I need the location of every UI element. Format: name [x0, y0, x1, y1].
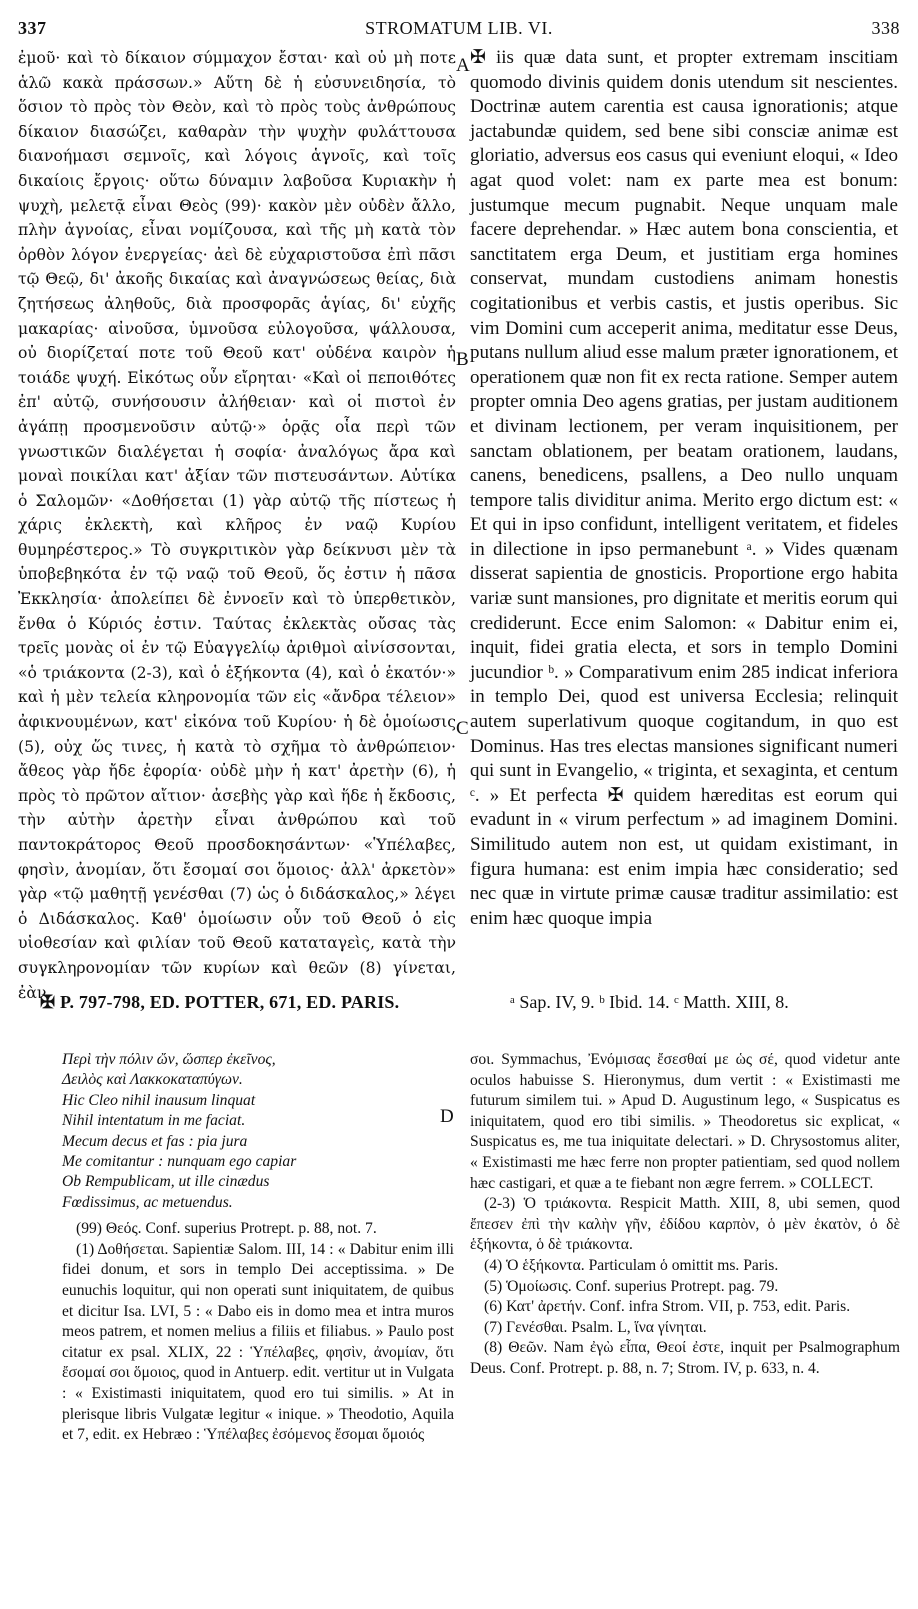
- note-99: (99) Θεός. Conf. superius Protrept. p. 88, not. 7.: [76, 1220, 377, 1238]
- note-8: (8) Θεῶν. Nam ἐγὼ εἶπα, Θεοί ἐστε, inquit per Psalmographum Deus. Conf. Protrept. p. 88, n. 7; Strom. IV, p. 633, n. 4.: [470, 1339, 900, 1377]
- scripture-references: ᵃ Sap. IV, 9. ᵇ Ibid. 14. ᶜ Matth. XIII, 8.: [510, 992, 789, 1012]
- page-number-right: 338: [871, 18, 900, 38]
- margin-letter-a: A: [456, 55, 470, 76]
- verse-line: Hic Cleo nihil inausum linquat: [62, 1091, 256, 1109]
- note-continuation: σοι. Symmachus, Ἐνόμισας ἔσεσθαί με ὡς σέ, quod videtur ante oculos habuisse S. Hieronymus, dum vertit : « Existimasti me futurum similem tui. » Apud D. Augustinum lego, « Suspicatus es iniquitatem, quod ero tibi similis. » Theodoretus sic explicat, « Suspicatus es, me tua iniquitate delectari. » D. Chrysostomus aliter, « Existimasti me hæc ferre non propter patientiam, sed quod nollem hæc castigari, et quæ a te fiebant non ægre ferrem. » COLLECT.: [470, 1051, 900, 1192]
- running-header: [18, 18, 900, 42]
- verse-line: Περὶ τὴν πόλιν ὤν, ὥσπερ ἐκεῖνος,: [62, 1051, 276, 1068]
- page-number-left: 337: [18, 18, 47, 38]
- note-7: (7) Γενέσθαι. Psalm. L, ἵνα γίνηται.: [484, 1318, 707, 1336]
- latin-text: ✠ iis quæ data sunt, et propter extremam inscitiam quomodo divinis quidem donis utendum sit nescientes. Doctrinæ autem carentia est causa ignorationis; atque jactabundæ quidem, sed bene sibi consciæ animæ est gloriatio, adversus eos casus qui eveniunt eloqui, « Ideo agat quod volet: nam ex parte mea est bonum: justumque mecum pugnabit. Neque unquam male facere deprehendar. » Hæc autem bona conscientia, et sanctitatem erga Deum, et justitiam erga homines conservat, mundam custodiens animam honestis cogitationibus et verbis castis, et justis operibus. Sic vim Domini cum acceperit anima, meditatur esse Deus, putans nullum aliud esse malum præter ignorationem, et operationem quæ non fit ex recta ratione. Semper autem propter omnia Deo agens gratias, per justam auditionem et divinam lectionem, per veram inquisitionem, per sanctam oblationem, per beatam orationem, laudans, canens, benedicens, psallens, a Deo nullo unquam tempore talis dividitur anima. Merito ergo dictum est: « Et qui in ipso confidunt, intelligent veritatem, et fideles in dilectione in ipso permanebunt ᵃ. » Vides quænam disserat sapientia de gnosticis. Proportione ergo habita variæ sunt mansiones, pro dignitate et meritis eorum qui crediderunt. Ecce enim Salomon: « Dabitur enim ei, inquit, fidei gratia electa, et sors in templo Domini jucundior ᵇ. » Comparativum enim 285 indicat inferiora in templo Dei, quod est universa Ecclesia; relinquit autem superlativum quoque cogitandum, in quo est Dominus. Has tres electas mansiones significant numeri qui sunt in Evangelio, « triginta, et sexaginta, et centum ᶜ. » Et perfecta ✠ quidem hæreditas est eorum qui evadunt in « virum perfectum » ad imaginem Domini. Similitudo autem non est, ut quidam existimant, in figura humana: est enim impia hæc consideratio; sed nec quæ in virtute primæ causæ traditur assimilatio: est enim hæc quoque impia: [470, 47, 898, 929]
- greek-text: ἐμοῦ· καὶ τὸ δίκαιον σύμμαχον ἔσται· καὶ οὐ μὴ ποτε ἁλῶ κακὰ πράσσων.» Αὕτη δὲ ἡ εὐσυνειδησία, τὸ ὅσιον τὸ πρὸς τὸν Θεὸν, καὶ τὸ πρὸς τοὺς ἀνθρώπους δίκαιον διασώζει, καθαρὰν τὴν ψυχὴν φυλάττουσα διανοήμασι σεμνοῖς, καὶ λόγοις ἁγνοῖς, καὶ τοῖς δικαίοις ἔργοις· οὕτω δύναμιν λαβοῦσα Κυριακὴν ἡ ψυχὴ, μελετᾷ εἶναι Θεὸς (99)· κακὸν μὲν οὐδὲν ἄλλο, πλὴν ἀγνοίας, εἶναι νομίζουσα, καὶ τῆς μὴ κατὰ τὸν ὀρθὸν λόγον ἐνεργείας· ἀεὶ δὲ εὐχαριστοῦσα ἐπὶ πᾶσι τῷ Θεῷ, δι' ἀκοῆς δικαίας καὶ ἀναγνώσεως θείας, διὰ ζητήσεως ἀληθοῦς, διὰ προσφορᾶς ἁγίας, δι' εὐχῆς μακαρίας· αἰνοῦσα, ὑμνοῦσα εὐλογοῦσα, ψάλλουσα, οὐ διορίζεταί ποτε τοῦ Θεοῦ κατ' οὐδένα καιρὸν ἡ τοιάδε ψυχή. Εἰκότως οὖν εἴρηται· «Καὶ οἱ πεποιθότες ἐπ' αὐτῷ, συνήσουσιν ἀλήθειαν· καὶ οἱ πιστοὶ ἐν ἀγάπῃ προσμενοῦσιν αὐτῷ·» ὁρᾷς οἷα περὶ τῶν γνωστικῶν διαλέγεται ἡ σοφία· ἀναλόγως ἄρα καὶ μοναὶ ποικίλαι κατ' ἀξίαν τῶν πιστευσάντων. Αὐτίκα ὁ Σαλομῶν· «Δοθήσεται (1) γὰρ αὐτῷ τῆς πίστεως ἡ χάρις ἐκλεκτὴ, καὶ κλῆρος ἐν ναῷ Κυρίου θυμηρέστερος.» Τὸ συγκριτικὸν γὰρ δείκνυσι μὲν τὰ ὑποβεβηκότα ἐν τῷ ναῷ τοῦ Θεοῦ, ὅς ἐστιν ἡ πᾶσα Ἐκκλησία· ἀπολείπει δὲ ἐννοεῖν καὶ τὸ ὑπερθετικὸν, ἔνθα ὁ Κύριός ἐστιν. Ταύτας ἐκλεκτὰς οὔσας τὰς τρεῖς μονὰς οἱ ἐν τῷ Εὐαγγελίῳ ἀριθμοὶ αἰνίσσονται, «ὁ τριάκοντα (2-3), καὶ ὁ ἑξήκοντα (4), καὶ ὁ ἑκατόν·» καὶ ἡ μὲν τελεία κληρονομία τῶν εἰς «ἄνδρα τέλειον» ἀφικνουμένων, κατ' εἰκόνα τοῦ Κυρίου· ἡ δὲ ὁμοίωσις (5), οὐχ ὥς τινες, ἡ κατὰ τὸ σχῆμα τὸ ἀνθρώπειον· ἄθεος γὰρ ἤδε ἐφορία· οὐδὲ μὴν ἡ κατ' ἀρετὴν (6), ἡ πρὸς τὸ πρῶτον αἴτιον· ἀσεβὴς γὰρ καὶ ἥδε ἡ ἔκδοσις, τὴν αὐτὴν ἀρετὴν εἶναι ἀνθρώπου καὶ τοῦ παντοκράτορος Θεοῦ προσδοκησάντων· «Ὑπέλαβες, φησὶν, ἀνομίαν, ὅτι ἔσομαί σοι ὅμοιος· ἀλλ' ἀρκετὸν» γὰρ «τῷ μαθητῇ γενέσθαι (7) ὡς ὁ διδάσκαλος,» λέγει ὁ Διδάσκαλος. Καθ' ὁμοίωσιν οὖν τοῦ Θεοῦ ὁ εἰς υἱοθεσίαν καὶ φιλίαν τοῦ Θεοῦ καταταγεὶς, κατὰ τὴν συγκληρονομίαν τῶν κυρίων καὶ θεῶν (8) γίνεται, ἐὰν,: [18, 49, 456, 1002]
- verse-line: Fœdissimus, ac metuendus.: [62, 1193, 233, 1211]
- note-2-3: (2-3) Ὁ τριάκοντα. Respicit Matth. XIII, 8, ubi semen, quod ἔπεσεν ἐπὶ τὴν καλὴν γῆν, ἐδίδου καρπὸν, ὁ μὲν ἑκατὸν, ὁ δὲ ἑξήκοντα, ὁ δὲ τριάκοντα.: [470, 1195, 900, 1254]
- note-1: (1) Δοθήσεται. Sapientiæ Salom. III, 14 : « Dabitur enim illi fidei donum, et sors in templo Dei acceptissima. » De eunuchis loquitur, qui non operati sunt iniquitatem, de quibus et dicitur Isa. LVI, 5 : « Dabo eis in domo mea et intra muros meos patrem, et nomen melius a filiis et filiabus. » Paulo post citatur ex psal. XLIX, 22 : Ὑπέλαβες, φησὶν, ἀνομίαν, ὅτι ἔσομαί σοι ὅμοιος, quod in Antuerp. edit. vertitur ut in Vulgata : « Existimasti iniquitatem, quod ero tui similis. » At in plerisque libris Vulgatæ legitur « inique. » Theodotio, Aquila et 7, edit. ex Hebræo : Ὑπέλαβες ἐσόμενος ἔσομαι ὅμοιός: [62, 1240, 454, 1444]
- note-4: (4) Ὁ ἑξήκοντα. Particulam ὁ omittit ms. Paris.: [484, 1256, 779, 1274]
- verse-line: Nihil intentatum in me faciat.: [62, 1112, 246, 1130]
- margin-letter-d: D: [440, 1106, 454, 1127]
- note-6: (6) Κατ' ἀρετήν. Conf. infra Strom. VII, p. 753, edit. Paris.: [484, 1298, 851, 1316]
- notes-right-column: [470, 1050, 900, 1595]
- margin-letter-b: B: [456, 349, 469, 370]
- note-5: (5) Ὁμοίωσις. Conf. superius Protrept. pag. 79.: [484, 1277, 779, 1295]
- edition-reference-line: [40, 992, 898, 1018]
- verse-line: Mecum decus et fas : pia jura: [62, 1132, 248, 1150]
- verse-line: Δειλὸς καὶ Λακκοκαταπύγων.: [62, 1071, 243, 1089]
- edition-reference: ✠ P. 797-798, ED. POTTER, 671, ED. PARIS.: [40, 992, 400, 1012]
- margin-letter-c: C: [456, 718, 469, 739]
- verse-line: Ob Rempublicam, ut ille cinædus: [62, 1173, 270, 1191]
- notes-left-column: [62, 1050, 454, 1595]
- verse-line: Me comitantur : nunquam ego capiar: [62, 1153, 297, 1171]
- latin-column: [470, 46, 898, 981]
- verse-block: [62, 1050, 454, 1213]
- running-title: STROMATUM LIB. VI.: [365, 18, 553, 38]
